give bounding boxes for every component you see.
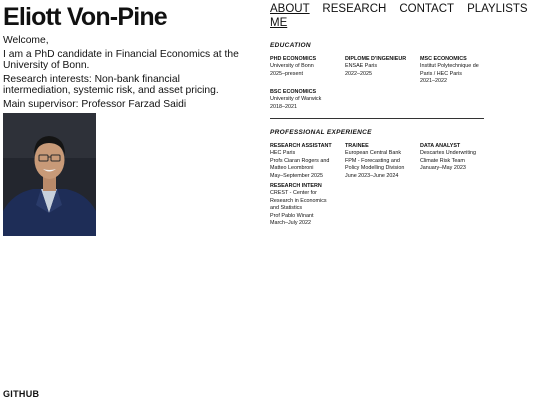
- education-item-line: 2025–present: [270, 70, 303, 77]
- nav-playlists[interactable]: PLAYLISTS: [467, 3, 528, 15]
- experience-item-title: RESEARCH INTERN: [270, 183, 322, 189]
- experience-item: [345, 143, 419, 180]
- education-item-line: 2022–2025: [345, 70, 372, 77]
- experience-item-line: March–July 2022: [270, 220, 312, 227]
- experience-item-line: Prof Pablo Winant: [270, 212, 314, 219]
- nav-about-me[interactable]: ABOUT ME: [270, 3, 310, 29]
- experience-item-title: DATA ANALYST: [420, 143, 461, 149]
- experience-item-line: Profs Ciaran Rogers and: [270, 157, 330, 164]
- supervisor-text: Main supervisor: Professor Farzad Saidi: [3, 99, 187, 110]
- github-link[interactable]: GITHUB: [3, 389, 40, 399]
- education-title: EDUCATION: [270, 42, 311, 49]
- experience-item: [270, 143, 344, 180]
- experience-item-title: TRAINEE: [345, 143, 369, 149]
- education-item: [270, 56, 344, 78]
- experience-item-line: June 2023–June 2024: [345, 172, 399, 179]
- section-divider: [270, 118, 484, 119]
- education-item-title: PHD ECONOMICS: [270, 56, 317, 62]
- experience-item-line: and Statistics: [270, 205, 303, 212]
- education-item-line: ENSAE Paris: [345, 63, 378, 70]
- education-item-title: BSC ECONOMICS: [270, 89, 317, 95]
- experience-item-line: May–September 2025: [270, 172, 324, 179]
- experience-item-line: FPM - Forecasting and: [345, 157, 400, 164]
- profile-photo: [3, 113, 96, 236]
- experience-item-line: Matteo Leombroni: [270, 165, 314, 172]
- experience-item-title: RESEARCH ASSISTANT: [270, 143, 332, 149]
- education-item-title: DIPLOME D'INGENIEUR: [345, 56, 407, 62]
- education-item: [270, 89, 344, 111]
- experience-item: [420, 143, 494, 173]
- education-item-line: 2018–2021: [270, 103, 297, 110]
- phd-text: I am a PhD candidate in Financial Economics at the University of Bonn.: [3, 49, 239, 71]
- experience-title: PROFESSIONAL EXPERIENCE: [270, 129, 372, 136]
- education-item: [345, 56, 419, 78]
- education-item: [420, 56, 494, 86]
- experience-item: [270, 183, 344, 227]
- education-item-line: University of Warwick: [270, 96, 322, 103]
- nav-contact[interactable]: CONTACT: [399, 3, 455, 15]
- main-nav: [270, 2, 540, 30]
- experience-item-line: Climate Risk Team: [420, 157, 465, 164]
- nav-research[interactable]: RESEARCH: [322, 3, 387, 15]
- research-interests-text: Research interests: Non-bank financial intermediation, systemic risk, and asset pricing.: [3, 74, 219, 96]
- education-item-line: Institut Polytechnique de: [420, 63, 479, 70]
- site-title[interactable]: Eliott Von-Pine: [3, 3, 167, 31]
- experience-item-line: Research in Economics: [270, 197, 327, 204]
- education-item-title: MSC ECONOMICS: [420, 56, 467, 62]
- experience-item-line: Policy Modelling Division: [345, 165, 405, 172]
- experience-item-line: January–May 2023: [420, 165, 466, 172]
- education-item-line: 2021–2022: [420, 78, 447, 85]
- experience-item-line: Descartes Underwriting: [420, 150, 477, 157]
- intro: [3, 35, 248, 113]
- experience-item-line: European Central Bank: [345, 150, 402, 157]
- experience-item-line: HEC Paris: [270, 150, 296, 157]
- education-item-line: Paris / HEC Paris: [420, 70, 462, 77]
- welcome-text: Welcome,: [3, 35, 49, 46]
- experience-item-line: CREST - Center for: [270, 190, 317, 197]
- education-item-line: University of Bonn: [270, 63, 314, 70]
